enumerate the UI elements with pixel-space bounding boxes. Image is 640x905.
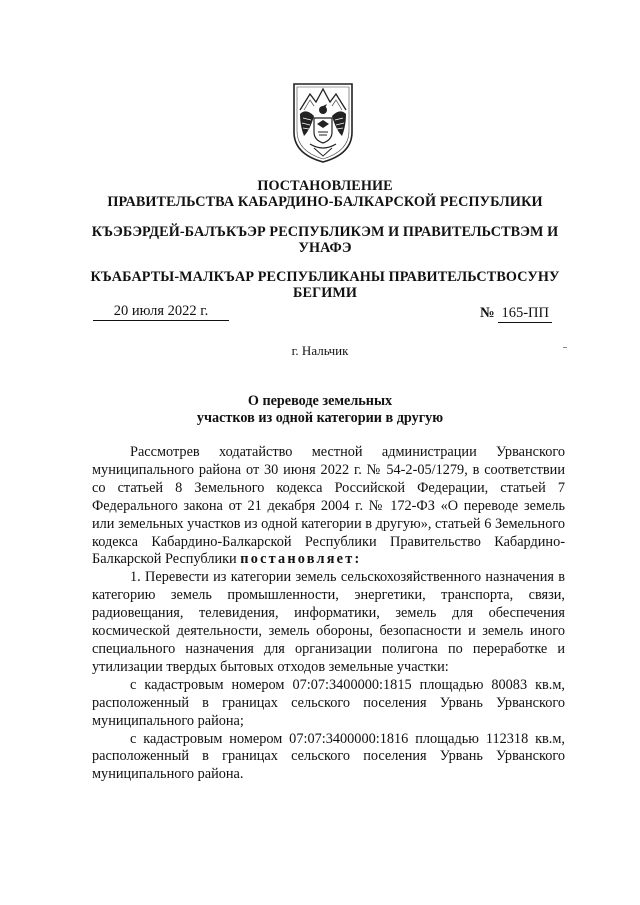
plot-2-paragraph: с кадастровым номером 07:07:3400000:1816 площадью 112318 кв.м, расположенный в границах сельского поселения Урвань Урванского муниципального района. bbox=[92, 730, 565, 783]
kbr-coat-of-arms-icon bbox=[290, 80, 356, 164]
number-value: 165-ПП bbox=[498, 304, 552, 323]
scan-artifact bbox=[563, 347, 567, 348]
city-label: г. Нальчик bbox=[291, 343, 349, 358]
title-line-2: участков из одной категории в другую bbox=[196, 410, 444, 426]
plot-1-paragraph: с кадастровым номером 07:07:3400000:1815 площадью 80083 кв.м, расположенный в границах сельского поселения Урвань Урванского муниципального района; bbox=[92, 676, 565, 729]
document-date: 20 июля 2022 г. bbox=[93, 302, 229, 321]
issuer-heading-balkar-1: КЪАБАРТЫ-МАЛКЪАР РЕСПУБЛИКАНЫ ПРАВИТЕЛЬСТВОСУНУ bbox=[90, 269, 560, 285]
preamble-paragraph bbox=[92, 444, 565, 569]
item-1-paragraph: 1. Перевести из категории земель сельскохозяйственного назначения в категорию земель промышленности, энергетики, транспорта, связи, радиовещания, телевидения, информатики, земель для обеспечения космической деятельности, земель обороны, безопасности и земель иного специального назначения для организации полигона по переработке и утилизации твердых бытовых отходов земельные участки: bbox=[92, 569, 565, 675]
document-number bbox=[480, 304, 562, 322]
doc-type-heading: ПОСТАНОВЛЕНИЕ bbox=[257, 178, 393, 194]
number-sign: № bbox=[480, 305, 495, 321]
title-line-1: О переводе земельных bbox=[247, 393, 393, 409]
issuer-heading: ПРАВИТЕЛЬСТВА КАБАРДИНО-БАЛКАРСКОЙ РЕСПУБЛИКИ bbox=[107, 194, 543, 210]
issuer-heading-kabardian-1: КЪЭБЭРДЕЙ-БАЛЪКЪЭР РЕСПУБЛИКЭМ И ПРАВИТЕЛЬСТВЭМ И bbox=[91, 224, 559, 240]
document-title bbox=[140, 393, 500, 427]
preamble-text: Рассмотрев ходатайство местной администрации Урванского муниципального района от 30 июня 2022 г. № 54-2-05/1279, в соответствии со статьей 8 Земельного кодекса Российской Федерации, статьей 7 Федерального закона от 21 декабря 2004 г. № 172-ФЗ «О переводе земель или земельных участков из одной категории в другую», статьей 6 Земельного кодекса Кабардино-Балкарской Республики Правительство Кабардино-Балкарской Республики bbox=[92, 444, 565, 568]
resolves-word: постановляет: bbox=[240, 551, 362, 568]
issuer-heading-balkar-2: БЕГИМИ bbox=[293, 285, 357, 301]
document-body bbox=[92, 444, 565, 784]
issuer-heading-kabardian-2: УНАФЭ bbox=[298, 240, 352, 256]
